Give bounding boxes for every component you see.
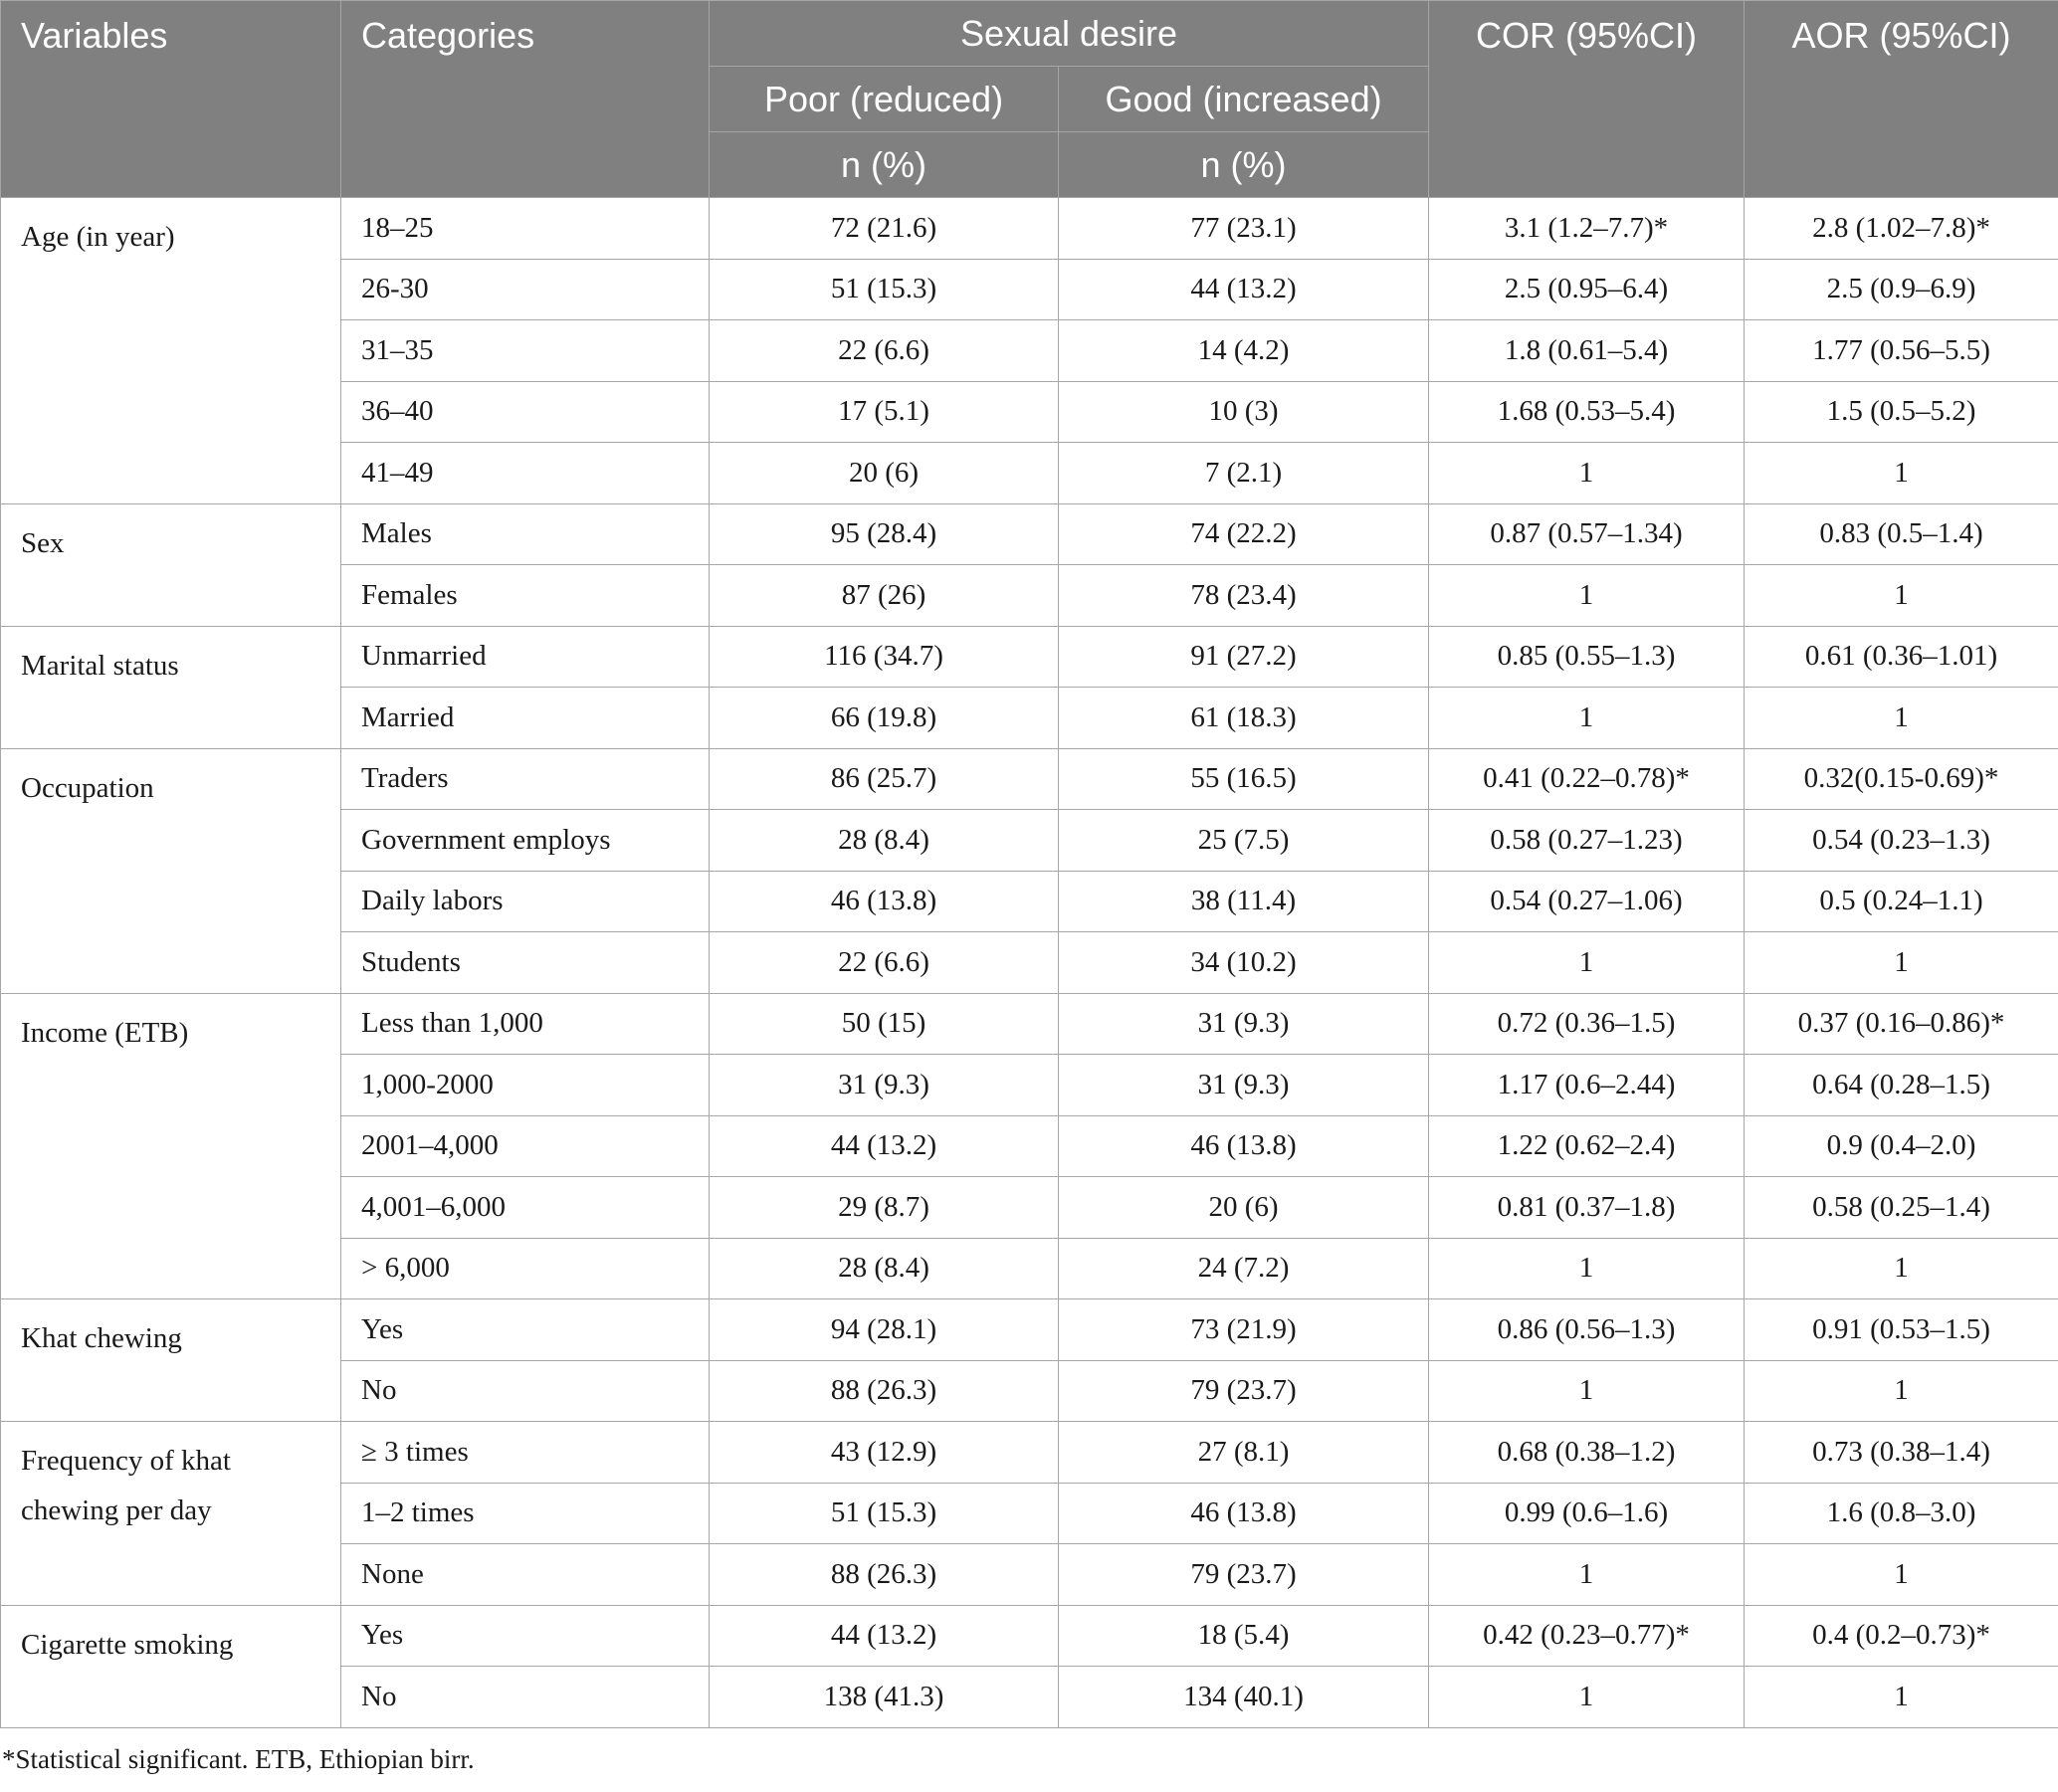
poor-cell: 46 (13.8) bbox=[710, 871, 1059, 932]
aor-cell: 1.6 (0.8–3.0) bbox=[1745, 1483, 2058, 1544]
category-cell: > 6,000 bbox=[341, 1238, 710, 1299]
category-cell: Traders bbox=[341, 748, 710, 810]
aor-cell: 2.5 (0.9–6.9) bbox=[1745, 259, 2058, 320]
cor-cell: 0.81 (0.37–1.8) bbox=[1429, 1177, 1745, 1239]
poor-cell: 20 (6) bbox=[710, 443, 1059, 504]
cor-cell: 2.5 (0.95–6.4) bbox=[1429, 259, 1745, 320]
category-cell: 31–35 bbox=[341, 320, 710, 382]
category-cell: Daily labors bbox=[341, 871, 710, 932]
variable-cell: Frequency of khat chewing per day bbox=[1, 1422, 341, 1606]
aor-cell: 0.37 (0.16–0.86)* bbox=[1745, 993, 2058, 1055]
good-cell: 46 (13.8) bbox=[1059, 1483, 1429, 1544]
aor-cell: 0.5 (0.24–1.1) bbox=[1745, 871, 2058, 932]
aor-cell: 0.4 (0.2–0.73)* bbox=[1745, 1605, 2058, 1667]
cor-cell: 1 bbox=[1429, 1544, 1745, 1606]
poor-cell: 44 (13.2) bbox=[710, 1605, 1059, 1667]
good-cell: 74 (22.2) bbox=[1059, 503, 1429, 565]
header-n-pct-good: n (%) bbox=[1059, 132, 1429, 198]
header-aor: AOR (95%CI) bbox=[1745, 1, 2058, 198]
aor-cell: 0.54 (0.23–1.3) bbox=[1745, 810, 2058, 872]
aor-cell: 1 bbox=[1745, 565, 2058, 627]
header-variables: Variables bbox=[1, 1, 341, 198]
cor-cell: 0.72 (0.36–1.5) bbox=[1429, 993, 1745, 1055]
poor-cell: 44 (13.2) bbox=[710, 1115, 1059, 1177]
header-categories: Categories bbox=[341, 1, 710, 198]
aor-cell: 0.64 (0.28–1.5) bbox=[1745, 1055, 2058, 1116]
header-n-pct-poor: n (%) bbox=[710, 132, 1059, 198]
aor-cell: 0.91 (0.53–1.5) bbox=[1745, 1299, 2058, 1361]
category-cell: Government employs bbox=[341, 810, 710, 872]
good-cell: 79 (23.7) bbox=[1059, 1360, 1429, 1422]
table-header bbox=[1, 1, 2058, 198]
variable-cell: Marital status bbox=[1, 626, 341, 748]
poor-cell: 88 (26.3) bbox=[710, 1360, 1059, 1422]
cor-cell: 0.58 (0.27–1.23) bbox=[1429, 810, 1745, 872]
table-body bbox=[1, 198, 2058, 1728]
category-cell: 1,000-2000 bbox=[341, 1055, 710, 1116]
aor-cell: 1 bbox=[1745, 932, 2058, 994]
table-row bbox=[1, 626, 2058, 688]
cor-cell: 0.86 (0.56–1.3) bbox=[1429, 1299, 1745, 1361]
poor-cell: 87 (26) bbox=[710, 565, 1059, 627]
aor-cell: 1 bbox=[1745, 688, 2058, 749]
poor-cell: 31 (9.3) bbox=[710, 1055, 1059, 1116]
good-cell: 14 (4.2) bbox=[1059, 320, 1429, 382]
category-cell: Married bbox=[341, 688, 710, 749]
poor-cell: 86 (25.7) bbox=[710, 748, 1059, 810]
table-row bbox=[1, 503, 2058, 565]
variable-cell: Income (ETB) bbox=[1, 993, 341, 1299]
cor-cell: 0.87 (0.57–1.34) bbox=[1429, 503, 1745, 565]
aor-cell: 1 bbox=[1745, 443, 2058, 504]
good-cell: 31 (9.3) bbox=[1059, 1055, 1429, 1116]
good-cell: 25 (7.5) bbox=[1059, 810, 1429, 872]
good-cell: 78 (23.4) bbox=[1059, 565, 1429, 627]
header-good: Good (increased) bbox=[1059, 67, 1429, 132]
aor-cell: 2.8 (1.02–7.8)* bbox=[1745, 198, 2058, 260]
poor-cell: 22 (6.6) bbox=[710, 320, 1059, 382]
good-cell: 20 (6) bbox=[1059, 1177, 1429, 1239]
poor-cell: 29 (8.7) bbox=[710, 1177, 1059, 1239]
variable-cell: Cigarette smoking bbox=[1, 1605, 341, 1727]
cor-cell: 1 bbox=[1429, 443, 1745, 504]
poor-cell: 116 (34.7) bbox=[710, 626, 1059, 688]
good-cell: 79 (23.7) bbox=[1059, 1544, 1429, 1606]
cor-cell: 0.54 (0.27–1.06) bbox=[1429, 871, 1745, 932]
category-cell: 18–25 bbox=[341, 198, 710, 260]
category-cell: Females bbox=[341, 565, 710, 627]
poor-cell: 22 (6.6) bbox=[710, 932, 1059, 994]
poor-cell: 43 (12.9) bbox=[710, 1422, 1059, 1484]
table-row bbox=[1, 1299, 2058, 1361]
aor-cell: 0.32(0.15-0.69)* bbox=[1745, 748, 2058, 810]
aor-cell: 1 bbox=[1745, 1544, 2058, 1606]
aor-cell: 0.73 (0.38–1.4) bbox=[1745, 1422, 2058, 1484]
aor-cell: 0.83 (0.5–1.4) bbox=[1745, 503, 2058, 565]
variable-cell: Age (in year) bbox=[1, 198, 341, 504]
good-cell: 31 (9.3) bbox=[1059, 993, 1429, 1055]
cor-cell: 1 bbox=[1429, 1238, 1745, 1299]
variable-cell: Sex bbox=[1, 503, 341, 626]
poor-cell: 51 (15.3) bbox=[710, 259, 1059, 320]
poor-cell: 72 (21.6) bbox=[710, 198, 1059, 260]
cor-cell: 0.99 (0.6–1.6) bbox=[1429, 1483, 1745, 1544]
category-cell: Less than 1,000 bbox=[341, 993, 710, 1055]
table-row bbox=[1, 198, 2058, 260]
aor-cell: 1.5 (0.5–5.2) bbox=[1745, 381, 2058, 443]
category-cell: 2001–4,000 bbox=[341, 1115, 710, 1177]
cor-cell: 1 bbox=[1429, 565, 1745, 627]
variable-cell: Khat chewing bbox=[1, 1299, 341, 1422]
cor-cell: 1 bbox=[1429, 1360, 1745, 1422]
good-cell: 7 (2.1) bbox=[1059, 443, 1429, 504]
poor-cell: 51 (15.3) bbox=[710, 1483, 1059, 1544]
aor-cell: 1 bbox=[1745, 1667, 2058, 1728]
good-cell: 91 (27.2) bbox=[1059, 626, 1429, 688]
good-cell: 44 (13.2) bbox=[1059, 259, 1429, 320]
good-cell: 27 (8.1) bbox=[1059, 1422, 1429, 1484]
header-poor: Poor (reduced) bbox=[710, 67, 1059, 132]
good-cell: 77 (23.1) bbox=[1059, 198, 1429, 260]
poor-cell: 17 (5.1) bbox=[710, 381, 1059, 443]
cor-cell: 1.17 (0.6–2.44) bbox=[1429, 1055, 1745, 1116]
poor-cell: 28 (8.4) bbox=[710, 810, 1059, 872]
table-row bbox=[1, 1605, 2058, 1667]
variable-cell: Occupation bbox=[1, 748, 341, 993]
category-cell: 26-30 bbox=[341, 259, 710, 320]
cor-cell: 0.41 (0.22–0.78)* bbox=[1429, 748, 1745, 810]
good-cell: 61 (18.3) bbox=[1059, 688, 1429, 749]
category-cell: Males bbox=[341, 503, 710, 565]
poor-cell: 50 (15) bbox=[710, 993, 1059, 1055]
good-cell: 34 (10.2) bbox=[1059, 932, 1429, 994]
table-row bbox=[1, 993, 2058, 1055]
cor-cell: 1 bbox=[1429, 1667, 1745, 1728]
header-sexual-desire: Sexual desire bbox=[710, 1, 1429, 67]
cor-cell: 0.42 (0.23–0.77)* bbox=[1429, 1605, 1745, 1667]
aor-cell: 0.58 (0.25–1.4) bbox=[1745, 1177, 2058, 1239]
category-cell: 1–2 times bbox=[341, 1483, 710, 1544]
category-cell: 36–40 bbox=[341, 381, 710, 443]
category-cell: Yes bbox=[341, 1299, 710, 1361]
table-footnote: *Statistical significant. ETB, Ethiopian birr. bbox=[2, 1743, 475, 1774]
good-cell: 55 (16.5) bbox=[1059, 748, 1429, 810]
cor-cell: 1 bbox=[1429, 688, 1745, 749]
aor-cell: 1.77 (0.56–5.5) bbox=[1745, 320, 2058, 382]
cor-cell: 1.22 (0.62–2.4) bbox=[1429, 1115, 1745, 1177]
good-cell: 38 (11.4) bbox=[1059, 871, 1429, 932]
category-cell: Unmarried bbox=[341, 626, 710, 688]
poor-cell: 95 (28.4) bbox=[710, 503, 1059, 565]
category-cell: No bbox=[341, 1667, 710, 1728]
good-cell: 24 (7.2) bbox=[1059, 1238, 1429, 1299]
category-cell: 4,001–6,000 bbox=[341, 1177, 710, 1239]
table-row bbox=[1, 748, 2058, 810]
category-cell: Yes bbox=[341, 1605, 710, 1667]
category-cell: Students bbox=[341, 932, 710, 994]
aor-cell: 0.61 (0.36–1.01) bbox=[1745, 626, 2058, 688]
cor-cell: 3.1 (1.2–7.7)* bbox=[1429, 198, 1745, 260]
aor-cell: 1 bbox=[1745, 1360, 2058, 1422]
good-cell: 46 (13.8) bbox=[1059, 1115, 1429, 1177]
aor-cell: 0.9 (0.4–2.0) bbox=[1745, 1115, 2058, 1177]
good-cell: 10 (3) bbox=[1059, 381, 1429, 443]
poor-cell: 138 (41.3) bbox=[710, 1667, 1059, 1728]
category-cell: 41–49 bbox=[341, 443, 710, 504]
poor-cell: 88 (26.3) bbox=[710, 1544, 1059, 1606]
cor-cell: 1.68 (0.53–5.4) bbox=[1429, 381, 1745, 443]
poor-cell: 28 (8.4) bbox=[710, 1238, 1059, 1299]
good-cell: 73 (21.9) bbox=[1059, 1299, 1429, 1361]
category-cell: None bbox=[341, 1544, 710, 1606]
cor-cell: 1.8 (0.61–5.4) bbox=[1429, 320, 1745, 382]
aor-cell: 1 bbox=[1745, 1238, 2058, 1299]
table-row bbox=[1, 1422, 2058, 1484]
cor-cell: 0.68 (0.38–1.2) bbox=[1429, 1422, 1745, 1484]
cor-cell: 1 bbox=[1429, 932, 1745, 994]
good-cell: 18 (5.4) bbox=[1059, 1605, 1429, 1667]
cor-cell: 0.85 (0.55–1.3) bbox=[1429, 626, 1745, 688]
category-cell: No bbox=[341, 1360, 710, 1422]
header-cor: COR (95%CI) bbox=[1429, 1, 1745, 198]
good-cell: 134 (40.1) bbox=[1059, 1667, 1429, 1728]
poor-cell: 66 (19.8) bbox=[710, 688, 1059, 749]
poor-cell: 94 (28.1) bbox=[710, 1299, 1059, 1361]
category-cell: ≥ 3 times bbox=[341, 1422, 710, 1484]
